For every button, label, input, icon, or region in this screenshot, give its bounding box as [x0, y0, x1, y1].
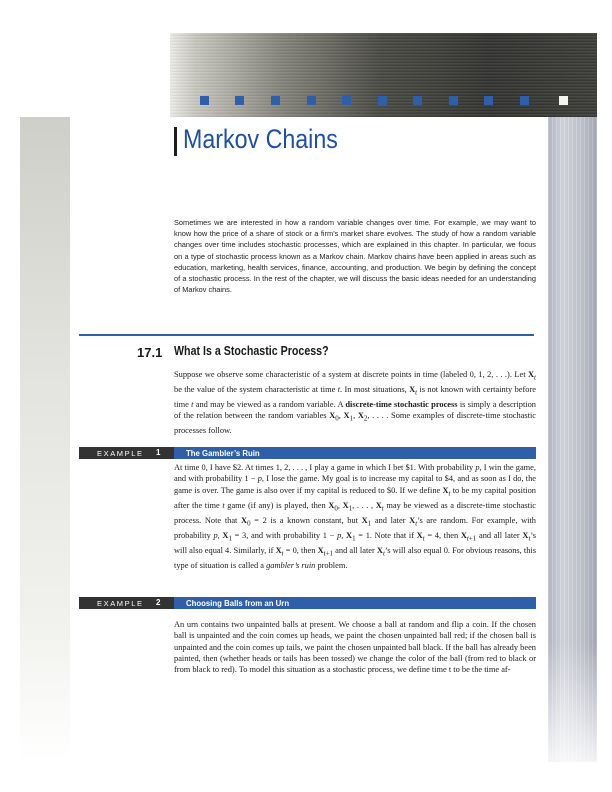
- example-number: 1: [156, 448, 161, 457]
- text-run: is simply a description of the relation between the random variables: [174, 400, 536, 421]
- section-paragraph: Suppose we observe some characteristic of a system at discrete points in time (labeled 0, 1, 2, . . .). Let $X_t$ be the value of the system characteristic at time t. In most situations, $X_t$ is not known with certainty before time t and may be viewed as a random variable. A discrete-time stochastic process is simply a description of the relation between the random variables $X_0$, $X_1$, $X_2$, . . . . Some examples of discrete-time stochastic processes follow.: [174, 370, 537, 436]
- example-2-label-bar: [79, 597, 174, 609]
- text-run: , I win the game, and with probability 1 −: [174, 463, 536, 484]
- banner-square: [271, 96, 280, 105]
- text-run: and all later: [476, 530, 523, 540]
- text-run: , I lose the game. My goal is to increase my capital to $4, and as soon as I do, the game is over. The game is also over if my capital is reduced to $0. If we define: [174, 474, 536, 495]
- text-run: ’s will also equal 0. For obvious reasons, this type of situation is called a: [174, 545, 537, 570]
- chapter-intro: Sometimes we are interested in how a random variable changes over time. For example, we may want to know how the price of a share of stock or a firm’s market share evolves. The study of how a random variable changes over time includes stochastic processes, which are explained in this chapter. In particular, we focus on a type of stochastic process known as a Markov chain. Markov chains have been applied in areas such as education, marketing, health services, finance, accounting, and production. We begin by defining the concept of a stochastic process. In the rest of the chapter, we will discuss the basic ideas needed for an understanding of Markov chains.: [174, 218, 536, 295]
- example-1-label-bar: [79, 447, 174, 459]
- text-run: be the value of the system characteristic at time: [174, 385, 338, 395]
- text-run: Suppose we observe some characteristic of a system at discrete points in time (labeled 0, 1, 2, . . .). Let: [174, 370, 528, 379]
- text-run: problem.: [315, 560, 348, 570]
- example-label: EXAMPLE: [97, 449, 144, 458]
- text-run: ’s will also equal 4. Similarly, if: [174, 530, 536, 555]
- text-run: ,: [341, 530, 347, 540]
- banner-square: [413, 96, 422, 105]
- text-run: . . . . Some examples of discrete-time stochastic processes follow.: [174, 411, 537, 436]
- right-margin-band: [548, 117, 597, 762]
- title-rule: [174, 127, 177, 156]
- banner-square: [307, 96, 316, 105]
- banner-square: [520, 96, 529, 105]
- section-title: What Is a Stochastic Process?: [174, 343, 329, 358]
- example-1-title: The Gambler’s Ruin: [186, 449, 260, 458]
- banner-square: [449, 96, 458, 105]
- text-run: = 1. Note that if: [355, 530, 417, 540]
- text-run: = 2 is a known constant, but: [250, 515, 362, 525]
- banner-square: [484, 96, 493, 105]
- text-run: game (if any) is played, then: [224, 500, 329, 510]
- defined-term: discrete-time stochastic process: [345, 400, 458, 410]
- section-rule: [79, 334, 534, 336]
- chapter-header-banner: [20, 33, 597, 117]
- banner-square-white: [559, 96, 568, 105]
- text-run: to be my capital position after the time: [174, 485, 536, 510]
- text-run: may be viewed as a discrete-time stochastic process. Note that: [174, 500, 536, 525]
- emphasized-term: gambler’s ruin: [266, 560, 316, 570]
- text-run: . In most situations,: [340, 385, 410, 395]
- banner-square: [378, 96, 387, 105]
- text-run: and may be viewed as a random variable. A: [193, 400, 346, 410]
- text-run: = 3, and with probability 1 −: [231, 530, 338, 540]
- banner-square: [342, 96, 351, 105]
- text-run: = 0, then: [283, 545, 318, 555]
- text-run: At time 0, I have $2. At times 1, 2, . . . , I play a game in which I bet $1. With probability: [174, 463, 476, 472]
- left-margin-band: [20, 117, 70, 762]
- example-1-body: At time 0, I have $2. At times 1, 2, . . . , I play a game in which I bet $1. With probability p, I win the game, and with probability 1 − p, I lose the game. My goal is to increase my capital to $4, and as soon as I do, the game is over. The game is also over if my capital is reduced to $0. If we define $X_t$ to be my capital position after the time t game (if any) is played, then $X_0$, $X_1$, . . . , $X_t$ may be viewed as a discrete-time stochastic process. Note that $X_0 = 2$ is a known constant, but $X_1$ and later $X_t’s$ are random. For example, with probability p, $X_1 = 3$, and with probability 1 − p, $X_1 = 1$. Note that if $X_t = 4$, then $X_{t+1}$ and all later $X_t’s$ will also equal 4. Similarly, if $X_t = 0$, then $X_{t+1}$ and all later $X_t’s$ will also equal 0. For obvious reasons, this type of situation is called a gambler’s ruin problem.: [174, 463, 537, 570]
- text-run: ,: [217, 530, 223, 540]
- right-band-fade: [548, 642, 597, 762]
- text-run: = 4, then: [424, 530, 461, 540]
- example-number: 2: [156, 598, 161, 607]
- example-2-title: Choosing Balls from an Urn: [186, 599, 290, 608]
- text-run: and later: [371, 515, 410, 525]
- banner-square: [200, 96, 209, 105]
- section-number: 17.1: [137, 345, 163, 360]
- banner-square: [235, 96, 244, 105]
- example-label: EXAMPLE: [97, 599, 144, 608]
- text-run: is not known with certainty before time: [174, 385, 536, 410]
- example-2-body: An urn contains two unpainted balls at present. We choose a ball at random and flip a coin. If the chosen ball is unpainted and the coin comes up heads, we paint the chosen unpainted ball red; if the chosen ball is unpainted and the coin comes up tails, we paint the chosen unpainted ball black. If the ball has already been painted, then (whether heads or tails has been tossed) we change the color of the ball (from red to black or from black to red). To model this situation as a stochastic process, we define time t to be the time af-: [174, 620, 536, 675]
- text-run: and all later: [333, 545, 377, 555]
- chapter-title: Markov Chains: [183, 124, 338, 154]
- text-run: ’s are random. For example, with probability: [174, 515, 536, 540]
